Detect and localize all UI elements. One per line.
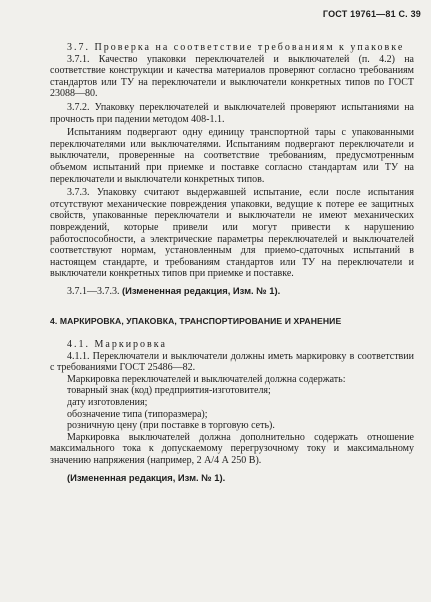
marking-list-intro: Маркировка переключателей и выключателей должна содержать: bbox=[67, 373, 346, 385]
section-4-title: 4. МАРКИРОВКА, УПАКОВКА, ТРАНСПОРТИРОВАНИЕ И ХРАНЕНИЕ bbox=[50, 316, 342, 327]
edition-note-prefix: 3.7.1—3.7.3. bbox=[67, 285, 122, 297]
marking-extra-paragraph: Маркировка выключателей должна дополнительно содержать отношение максимального тока к допускаемому перегрузочному току и максимальному значению напряжения (например, 2 А/4 А 250 В). bbox=[50, 431, 414, 466]
page-header: ГОСТ 19761—81 С. 39 bbox=[322, 9, 421, 19]
edition-note-text: (Измененная редакция, Изм. № 1). bbox=[122, 284, 281, 296]
paragraph-3-7-2: 3.7.2. Упаковку переключателей и выключателей проверяют испытаниями на прочность при падении методом 408-1.1. bbox=[50, 101, 414, 125]
edition-note-4-1: (Измененная редакция, Изм. № 1). bbox=[67, 471, 226, 483]
paragraph-4-1-1: 4.1.1. Переключатели и выключатели должны иметь маркировку в соответствии с требованиями ГОСТ 25486—82. bbox=[50, 350, 414, 374]
edition-note-3-7 bbox=[50, 285, 414, 298]
paragraph-3-7-3: 3.7.3. Упаковку считают выдержавшей испытание, если после испытания отсутствуют механические повреждения упаковки, ведущие к потере ее защитных свойств, упакованные переключатели и выключатели не имеют механических повреждений, которые привели или могут привести к нарушению работоспособности, а электрические параметры переключателей и выключателей соответствуют нормам, установленным для приемо-сдаточных испытаний в настоящем стандарте, и требованиям стандартов или ТУ на переключатели и выключатели конкретных типов при приемке и поставке. bbox=[50, 187, 414, 280]
marking-list-item: розничную цену (при поставке в торговую сеть). bbox=[67, 420, 275, 432]
paragraph-3-7-1: 3.7.1. Качество упаковки переключателей и выключателей (п. 4.2) на соответствие конструкции и качества материалов проверяют согласно требованиям стандартов или ТУ на переключатели и выключатели конкретных типов по ГОСТ 23088—80. bbox=[50, 53, 414, 100]
section-4-1-heading: 4.1. Маркировка bbox=[67, 339, 167, 351]
marking-list-item: товарный знак (код) предприятия-изготовителя; bbox=[67, 385, 271, 397]
section-3-7-heading: 3.7. Проверка на соответствие требованиям к упаковке bbox=[67, 42, 405, 53]
marking-list-item: дату изготовления; bbox=[67, 397, 148, 409]
document-body bbox=[50, 42, 414, 483]
marking-list-item: обозначение типа (типоразмера); bbox=[67, 408, 208, 420]
paragraph-3-7-2-tests: Испытаниям подвергают одну единицу транспортной тары с упакованными переключателями или выключателями. Испытаниям подвергают переключатели и выключатели, проверенные на соответствие требованиям, предусмотренным объемом испытаний при приемке и поставке согласно стандартам или ТУ на переключатели и выключатели конкретных типов. bbox=[50, 127, 414, 185]
